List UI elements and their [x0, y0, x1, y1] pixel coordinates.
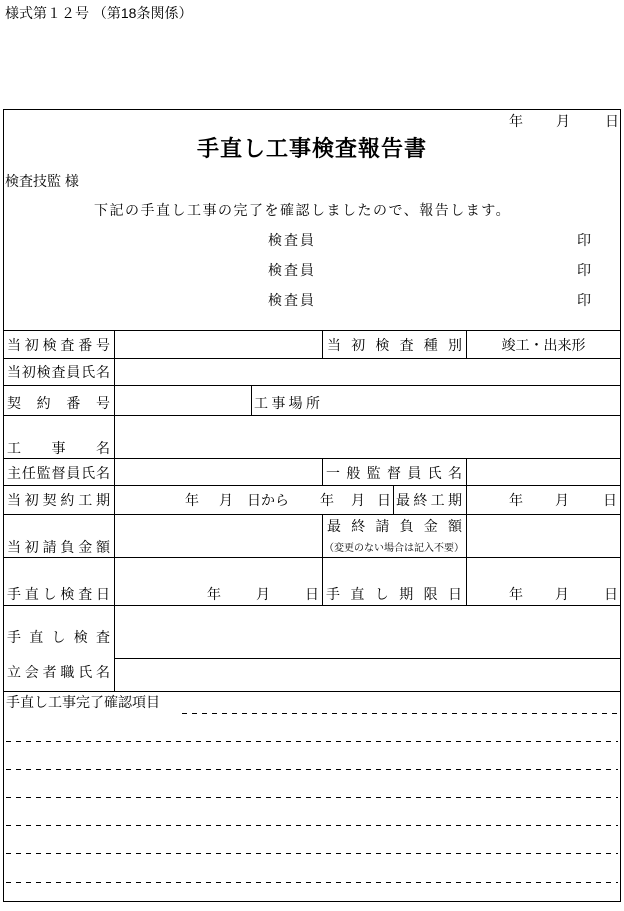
- table-line: [322, 514, 323, 605]
- period-from-year-placeholder: 年: [185, 492, 199, 508]
- final-contract-amount-label: 最終請負金額: [327, 518, 462, 534]
- inspector-label-2: 検査員: [268, 262, 316, 278]
- initial-inspection-type-label: 当初検査種別: [327, 337, 462, 353]
- table-line: [251, 385, 252, 415]
- header-date-cell[interactable]: [430, 110, 615, 130]
- header-date-year-placeholder: 年: [509, 113, 523, 129]
- period-from-day-placeholder: 日: [247, 492, 261, 508]
- initial-inspection-number-label: 当初検査番号: [7, 337, 110, 353]
- contract-number-cell[interactable]: [115, 386, 251, 415]
- table-line: [322, 458, 323, 485]
- rework-deadline-day-placeholder: 日: [604, 586, 618, 602]
- final-contract-amount-cell[interactable]: [467, 515, 620, 557]
- rework-deadline-cell[interactable]: [467, 558, 620, 605]
- initial-inspector-name-cell[interactable]: [115, 359, 620, 385]
- seal-placeholder-2: 印: [577, 262, 591, 278]
- header-date-month-placeholder: 月: [556, 113, 570, 129]
- rework-inspection-label-line1: 手直し検査: [7, 629, 110, 645]
- header-date-day-placeholder: 日: [605, 113, 619, 129]
- table-line: [322, 330, 323, 358]
- period-from-month-placeholder: 月: [219, 492, 233, 508]
- inspector-label-1: 検査員: [268, 232, 316, 248]
- rework-deadline-month-placeholder: 月: [555, 586, 569, 602]
- inspector-label-3: 検査員: [268, 292, 316, 308]
- general-supervisor-cell[interactable]: [467, 459, 620, 485]
- inspector-signature-cell-2[interactable]: [320, 258, 570, 282]
- rework-inspection-label-line2: 立会者職氏名: [7, 664, 110, 680]
- rework-date-year-placeholder: 年: [207, 586, 221, 602]
- work-location-cell[interactable]: [323, 386, 620, 415]
- initial-inspection-number-cell[interactable]: [115, 331, 322, 358]
- report-statement: 下記の手直し工事の完了を確認しましたので、報告します。: [94, 202, 512, 218]
- work-name-cell[interactable]: [115, 416, 620, 458]
- final-contract-amount-note: （変更のない場合は記入不要）: [324, 543, 464, 554]
- inspector-signature-cell-1[interactable]: [320, 228, 570, 252]
- rework-date-day-placeholder: 日: [305, 586, 319, 602]
- table-line: [3, 691, 621, 692]
- chief-supervisor-label: 主任監督員氏名: [7, 465, 110, 481]
- initial-inspection-type-value[interactable]: 竣工・出来形: [501, 337, 586, 353]
- general-supervisor-label: 一般監督員氏名: [326, 465, 462, 481]
- confirmation-section-label: 手直し工事完了確認項目: [6, 694, 160, 710]
- rework-inspection-date-label: 手直し検査日: [7, 586, 110, 602]
- initial-contract-period-label: 当初契約工期: [7, 492, 110, 508]
- rework-inspection-witness-cell[interactable]: [115, 659, 620, 691]
- rework-deadline-label: 手直し期限日: [326, 586, 462, 602]
- period-to-year-placeholder: 年: [320, 492, 334, 508]
- period-to-month-placeholder: 月: [351, 492, 365, 508]
- rework-date-month-placeholder: 月: [256, 586, 270, 602]
- initial-inspector-name-label: 当初検査員氏名: [7, 364, 110, 380]
- period-from-suffix: から: [261, 492, 289, 508]
- rework-inspection-upper-cell[interactable]: [115, 606, 620, 658]
- final-period-month-placeholder: 月: [555, 492, 569, 508]
- inspector-signature-cell-3[interactable]: [320, 288, 570, 312]
- initial-contract-amount-cell[interactable]: [115, 515, 322, 557]
- period-to-day-placeholder: 日: [377, 492, 391, 508]
- addressee-label: 検査技監 様: [5, 173, 79, 189]
- rework-deadline-year-placeholder: 年: [509, 586, 523, 602]
- final-period-cell[interactable]: [467, 486, 620, 514]
- seal-placeholder-3: 印: [577, 292, 591, 308]
- final-period-label: 最終工期: [396, 492, 462, 508]
- contract-number-label: 契約番号: [7, 395, 110, 411]
- final-period-day-placeholder: 日: [603, 492, 617, 508]
- work-location-label: 工事場所: [254, 395, 320, 411]
- seal-placeholder-1: 印: [577, 232, 591, 248]
- table-line: [393, 485, 394, 514]
- final-period-year-placeholder: 年: [509, 492, 523, 508]
- initial-contract-amount-label: 当初請負金額: [7, 539, 110, 555]
- page-title: 手直し工事検査報告書: [196, 136, 427, 161]
- form-number: 様式第１２号 （第18条関係）: [5, 5, 193, 21]
- work-name-label: 工事名: [7, 440, 110, 456]
- confirmation-writing-area[interactable]: [5, 714, 619, 898]
- chief-supervisor-cell[interactable]: [115, 459, 322, 485]
